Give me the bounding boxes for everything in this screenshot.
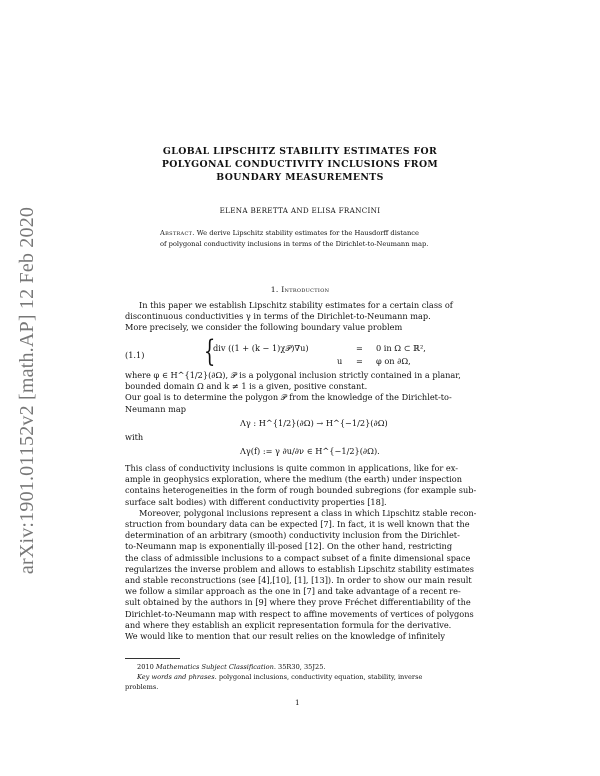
text-line: bounded domain Ω and k ≠ 1 is a given, positive constant. (125, 381, 368, 392)
text-line: Our goal is to determine the polygon 𝒫 from the knowledge of the Dirichlet-to- (125, 392, 452, 403)
abstract-line: We derive Lipschitz stability estimates for the Hausdorff distance (196, 229, 419, 237)
authors: ELENA BERETTA AND ELISA FRANCINI (219, 206, 381, 215)
dtn-map-definition: Λγ(f) := γ ∂u/∂ν ∈ H^{−1/2}(∂Ω). (240, 446, 380, 456)
text-line: In this paper we establish Lipschitz stability estimates for a certain class of (139, 300, 453, 310)
abstract (160, 228, 450, 249)
title-line: GLOBAL LIPSCHITZ STABILITY ESTIMATES FOR (162, 146, 438, 157)
paper-title (110, 145, 490, 184)
section-heading: 1. Introduction (270, 285, 330, 294)
equation-row2-right: φ on ∂Ω, (376, 356, 411, 366)
footnote-year: 2010 (137, 663, 154, 671)
text-line: we follow a similar approach as the one in [7] and take advantage of a recent re- (125, 586, 461, 597)
text-line: Dirichlet-to-Neumann map with respect to affine movements of vertices of polygons (125, 608, 474, 619)
text-line: Neumann map (125, 403, 186, 414)
text-line: regularizes the inverse problem and allows to establish Lipschitz stability estimates (125, 563, 474, 574)
keywords-label: Key words and phrases. (137, 672, 217, 681)
text-line: This class of conductivity inclusions is quite common in applications, like for ex- (125, 463, 458, 473)
intro-paragraph (125, 300, 478, 334)
title-line: POLYGONAL CONDUCTIVITY INCLUSIONS FROM (161, 159, 439, 170)
equation-brace: { (203, 334, 216, 369)
text-line: surface salt bodies) with different conductivity properties [18]. (125, 496, 387, 507)
arxiv-identifier-text: arXiv:1901.01152v2 [math.AP] 12 Feb 2020 (16, 206, 39, 574)
equation-row2-eq: = (356, 356, 363, 366)
abstract-label: Abstract. (160, 229, 195, 237)
text-line: struction from boundary data can be expected [7]. In fact, it is well known that the (125, 519, 470, 530)
equation-row1-right: 0 in Ω ⊂ ℝ², (376, 343, 426, 353)
footnote (125, 663, 478, 692)
text-line: and stable reconstructions (see [4],[10], [1], [13]). In order to show our main result (125, 575, 472, 586)
equation-row2-left: u (337, 356, 343, 366)
text-line: sult obtained by the authors in [9] where they prove Fréchet differentiability of the (125, 597, 471, 608)
equation-row1-left: div ((1 + (k − 1)χ𝒫)∇u) (213, 343, 309, 353)
keywords-text-cont: problems. (125, 682, 159, 691)
text-line: where φ ∈ H^{1/2}(∂Ω), 𝒫 is a polygonal inclusion strictly contained in a planar, (125, 370, 461, 380)
text-line: the class of admissible inclusions to a compact subset of a finite dimensional space (125, 552, 471, 563)
text-line: Moreover, polygonal inclusions represent a class in which Lipschitz stable recon- (139, 507, 477, 518)
footnote-rule (125, 658, 180, 659)
text-line: to-Neumann map is exponentially ill-posed [12]. On the other hand, restricting (125, 541, 453, 552)
msc-codes: 35R30, 35J25. (278, 663, 326, 671)
text-line: and where they establish an explicit representation formula for the derivative. (125, 619, 452, 630)
text-line: with (125, 432, 144, 442)
equation-row1-eq: = (356, 343, 363, 353)
msc-label: Mathematics Subject Classification. (155, 663, 276, 671)
body-paragraph (125, 463, 478, 642)
text-line: More precisely, we consider the following boundary value problem (125, 322, 403, 333)
text-line: ample in geophysics exploration, where the medium (the earth) under inspection (125, 474, 463, 485)
text-line: We would like to mention that our result relies on the knowledge of infinitely (125, 631, 445, 642)
page-number: 1 (295, 698, 300, 707)
equation-label: (1.1) (125, 350, 145, 360)
arxiv-identifier (8, 180, 48, 600)
problem-description (125, 370, 478, 415)
text-line: discontinuous conductivities γ in terms of the Dirichlet-to-Neumann map. (125, 311, 431, 322)
text-line: contains heterogeneities in the form of rough bounded subregions (for example sub- (125, 485, 477, 496)
title-line: BOUNDARY MEASUREMENTS (216, 172, 384, 183)
dtn-map-equation: Λγ : H^{1/2}(∂Ω) → H^{−1/2}(∂Ω) (240, 418, 388, 428)
text-line: determination of an arbitrary (smooth) conductivity inclusion from the Dirichlet- (125, 530, 460, 541)
keywords-text: polygonal inclusions, conductivity equation, stability, inverse (218, 672, 423, 681)
abstract-line: of polygonal conductivity inclusions in terms of the Dirichlet-to-Neumann map. (160, 239, 429, 248)
